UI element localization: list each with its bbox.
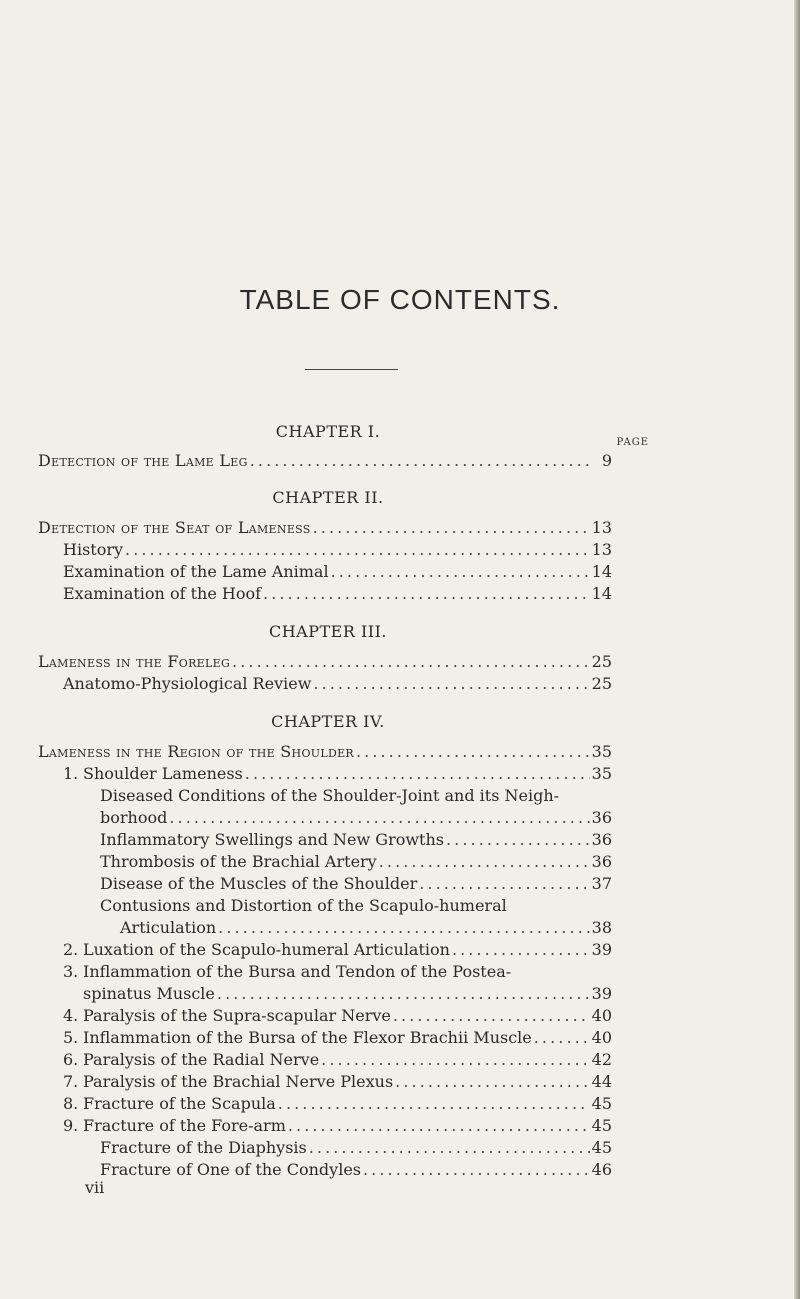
leader-dots xyxy=(363,1160,590,1180)
entry-title: Inflammatory Swellings and New Growths xyxy=(100,830,444,849)
entry-page: 42 xyxy=(591,1050,612,1069)
chapter-heading: CHAPTER I. xyxy=(275,422,381,441)
entry-page: 14 xyxy=(591,562,612,581)
entry-page: 35 xyxy=(591,742,612,761)
leader-dots xyxy=(232,652,590,672)
entry-title: Fracture of the Diaphysis xyxy=(100,1138,307,1157)
entry-number: 8. xyxy=(63,1094,79,1113)
leader-dots xyxy=(288,1116,590,1136)
toc-entry xyxy=(63,1028,612,1048)
chapter-heading: CHAPTER IV. xyxy=(271,712,385,731)
entry-page: 13 xyxy=(591,540,612,559)
entry-number: 3. xyxy=(63,962,79,981)
toc-entry xyxy=(38,518,612,538)
leader-dots xyxy=(313,518,590,538)
leader-dots xyxy=(309,1138,590,1158)
entry-title: Paralysis of the Brachial Nerve Plexus xyxy=(83,1072,394,1091)
toc-entry xyxy=(63,562,612,582)
leader-dots xyxy=(534,1028,590,1048)
toc-entry xyxy=(63,1072,612,1092)
entry-number: 1. xyxy=(63,764,79,783)
entry-title: Detection of the Lame Leg xyxy=(38,451,248,470)
entry-title: Contusions and Distortion of the Scapulo-humeral xyxy=(100,896,507,915)
toc-entry xyxy=(120,918,612,938)
entry-page: 46 xyxy=(591,1160,612,1179)
toc-entry xyxy=(63,540,612,560)
leader-dots xyxy=(356,742,590,762)
leader-dots xyxy=(321,1050,589,1070)
page-folio: vii xyxy=(85,1178,105,1197)
entry-title: Inflammation of the Bursa of the Flexor Brachii Muscle xyxy=(83,1028,532,1047)
entry-title: Anatomo-Physiological Review xyxy=(63,674,312,693)
toc-entry xyxy=(63,764,612,784)
toc-entry xyxy=(100,786,612,806)
entry-title: Disease of the Muscles of the Shoulder xyxy=(100,874,418,893)
entry-page: 45 xyxy=(591,1094,612,1113)
entry-title: Lameness in the Foreleg xyxy=(38,652,231,671)
toc-entry xyxy=(63,1116,612,1136)
entry-page: 45 xyxy=(591,1138,612,1157)
leader-dots xyxy=(313,674,589,694)
leader-dots xyxy=(125,540,590,560)
entry-page: 36 xyxy=(591,830,612,849)
entry-page: 45 xyxy=(591,1116,612,1135)
entry-page: 14 xyxy=(591,584,612,603)
entry-title: Articulation xyxy=(120,918,217,937)
page-edge-shadow xyxy=(794,0,800,1299)
entry-page: 36 xyxy=(591,808,612,827)
entry-title: Examination of the Lame Animal xyxy=(63,562,329,581)
toc-entry xyxy=(100,852,612,872)
entry-title: Paralysis of the Supra-scapular Nerve xyxy=(83,1006,391,1025)
toc-entry xyxy=(63,674,612,694)
toc-entry xyxy=(38,742,612,762)
entry-title: Luxation of the Scapulo-humeral Articulation xyxy=(83,940,450,959)
chapter-heading: CHAPTER II. xyxy=(272,488,384,507)
entry-number: 9. xyxy=(63,1116,79,1135)
toc-entry xyxy=(100,1138,612,1158)
entry-title: Lameness in the Region of the Shoulder xyxy=(38,742,354,761)
leader-dots xyxy=(379,852,590,872)
toc-entry xyxy=(63,584,612,604)
entry-page: 44 xyxy=(591,1072,612,1091)
entry-page: 39 xyxy=(591,940,612,959)
leader-dots xyxy=(419,874,589,894)
entry-number: 6. xyxy=(63,1050,79,1069)
leader-dots xyxy=(263,584,590,604)
leader-dots xyxy=(245,764,590,784)
leader-dots xyxy=(250,451,590,471)
toc-entry xyxy=(63,1050,612,1070)
entry-page: 9 xyxy=(601,451,612,470)
entry-title: Shoulder Lameness xyxy=(83,764,243,783)
entry-title: Fracture of the Fore-arm xyxy=(83,1116,286,1135)
toc-entry xyxy=(83,984,612,1004)
toc-entry xyxy=(100,1160,612,1180)
entry-title: Diseased Conditions of the Shoulder-Joint and its Neigh- xyxy=(100,786,560,805)
entry-number: 5. xyxy=(63,1028,79,1047)
toc-entry xyxy=(100,830,612,850)
entry-title: Paralysis of the Radial Nerve xyxy=(83,1050,320,1069)
entry-title: Detection of the Seat of Lameness xyxy=(38,518,311,537)
leader-dots xyxy=(278,1094,590,1114)
entry-title: Inflammation of the Bursa and Tendon of the Postea- xyxy=(83,962,512,981)
leader-dots xyxy=(452,940,590,960)
chapter-heading: CHAPTER III. xyxy=(268,622,388,641)
entry-title: Examination of the Hoof xyxy=(63,584,262,603)
leader-dots xyxy=(331,562,590,582)
entry-page: 40 xyxy=(591,1028,612,1047)
leader-dots xyxy=(217,984,590,1004)
entry-title: Fracture of One of the Condyles xyxy=(100,1160,361,1179)
entry-page: 40 xyxy=(591,1006,612,1025)
toc-entry xyxy=(100,874,612,894)
toc-entry xyxy=(100,808,612,828)
entry-title: spinatus Muscle xyxy=(83,984,215,1003)
entry-page: 25 xyxy=(591,674,612,693)
leader-dots xyxy=(169,808,589,828)
entry-number: 7. xyxy=(63,1072,79,1091)
leader-dots xyxy=(393,1006,590,1026)
toc-entry xyxy=(63,1094,612,1114)
toc-entry xyxy=(38,451,612,471)
entry-title: Thrombosis of the Brachial Artery xyxy=(100,852,377,871)
entry-page: 35 xyxy=(591,764,612,783)
entry-title: History xyxy=(63,540,124,559)
title-rule xyxy=(305,369,398,370)
entry-title: Fracture of the Scapula xyxy=(83,1094,276,1113)
toc-entry xyxy=(100,896,612,916)
entry-page: 13 xyxy=(591,518,612,537)
entry-page: 36 xyxy=(591,852,612,871)
entry-number: 2. xyxy=(63,940,79,959)
toc-entry xyxy=(63,1006,612,1026)
page-column-header: PAGE xyxy=(616,437,649,448)
page-title: TABLE OF CONTENTS. xyxy=(239,284,561,315)
leader-dots xyxy=(395,1072,589,1092)
entry-page: 39 xyxy=(591,984,612,1003)
toc-entry xyxy=(38,652,612,672)
leader-dots xyxy=(446,830,590,850)
entry-title: borhood xyxy=(100,808,168,827)
entry-number: 4. xyxy=(63,1006,79,1025)
toc-entry xyxy=(63,962,612,982)
leader-dots xyxy=(218,918,589,938)
toc-entry xyxy=(63,940,612,960)
entry-page: 37 xyxy=(591,874,612,893)
entry-page: 25 xyxy=(591,652,612,671)
entry-page: 38 xyxy=(591,918,612,937)
